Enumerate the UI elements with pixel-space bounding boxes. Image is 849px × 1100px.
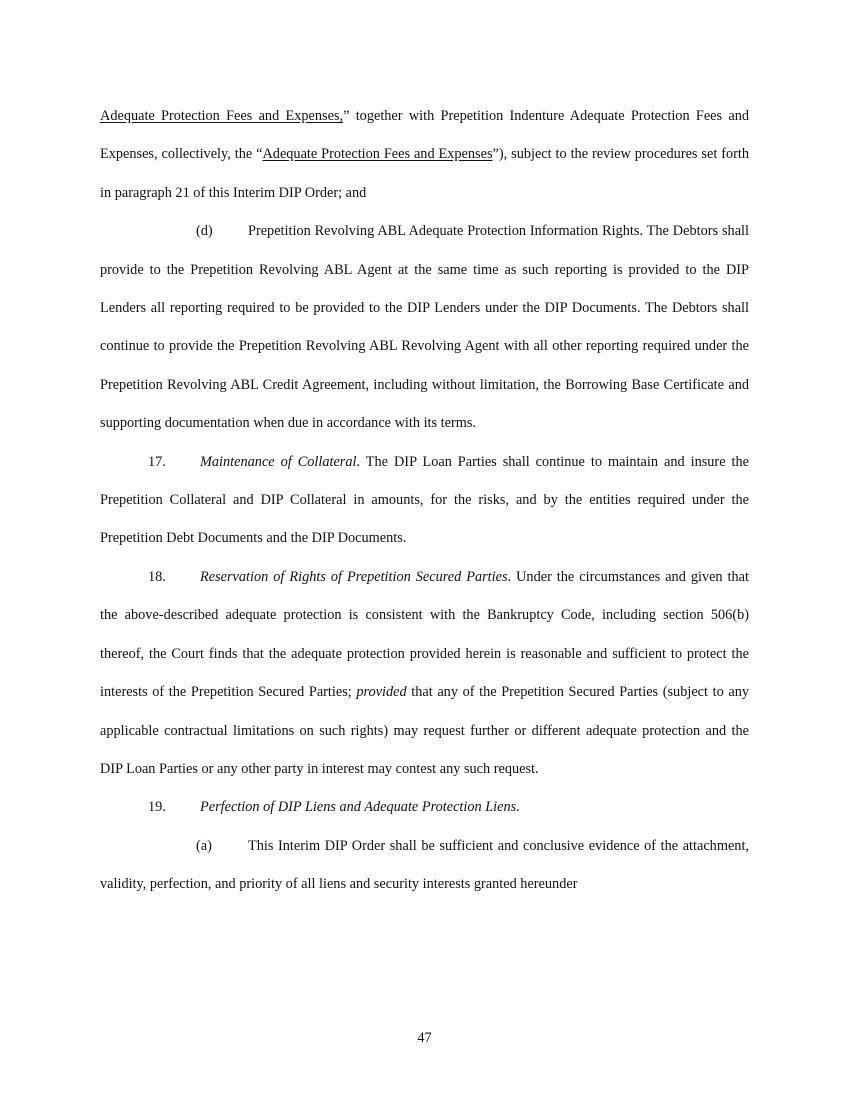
paragraph-d: (d) Prepetition Revolving ABL Adequate Protection Information Rights. The Debtors shall provide to the Prepetition Revolving ABL Agent at the same time as such reporting is provided to the DIP Lenders all reporting required to be provided to the DIP Lenders under the DIP Documents. The Debtors shall continue to provide the Prepetition Revolving ABL Revolving Agent with all other reporting required under the Prepetition Revolving ABL Credit Agreement, including without limitation, the Borrowing Base Certificate and supporting documentation when due in accordance with its terms.	[100, 212, 749, 442]
emphasis-provided: provided	[356, 684, 407, 701]
paragraph-a: (a) This Interim DIP Order shall be sufficient and conclusive evidence of the attachment, validity, perfection, and priority of all liens and security interests granted hereunder	[100, 827, 749, 904]
defined-term: Adequate Protection Fees and Expenses	[262, 146, 493, 163]
paragraph-19: 19. Perfection of DIP Liens and Adequate Protection Liens.	[100, 788, 749, 826]
paragraph-18: 18. Reservation of Rights of Prepetition Secured Parties. Under the circumstances and given that the above-described adequate protection is consistent with the Bankruptcy Code, including section 506(b) thereof, the Court finds that the adequate protection provided herein is reasonable and sufficient to protect the interests of the Prepetition Secured Parties; provided that any of the Prepetition Secured Parties (subject to any applicable contractual limitations on such rights) may request further or different adequate protection and the DIP Loan Parties or any other party in interest may contest any such request.	[100, 558, 749, 788]
paragraph-heading: Perfection of DIP Liens and Adequate Protection Liens	[200, 799, 517, 816]
paragraph-17: 17. Maintenance of Collateral. The DIP Loan Parties shall continue to maintain and insure the Prepetition Collateral and DIP Collateral in amounts, for the risks, and by the entities required under the Prepetition Debt Documents and the DIP Documents.	[100, 443, 749, 558]
paragraph-heading: Reservation of Rights of Prepetition Secured Parties	[200, 568, 508, 585]
paragraph-number: (d)	[196, 223, 213, 240]
page-number: 47	[417, 1030, 432, 1046]
paragraph-heading: Maintenance of Collateral	[200, 453, 357, 470]
paragraph-continuation: Adequate Protection Fees and Expenses,” together with Prepetition Indenture Adequate Protection Fees and Expenses, collectively, the “Adequate Protection Fees and Expenses”), subject to the review procedures set forth in paragraph 21 of this Interim DIP Order; and	[100, 108, 750, 201]
paragraph-number: 17.	[148, 453, 166, 470]
document-body	[100, 97, 749, 904]
defined-term: Adequate Protection Fees and Expenses,	[100, 108, 344, 124]
paragraph-number: (a)	[196, 837, 212, 854]
paragraph-number: 18.	[148, 568, 166, 585]
paragraph-number: 19.	[148, 799, 166, 816]
